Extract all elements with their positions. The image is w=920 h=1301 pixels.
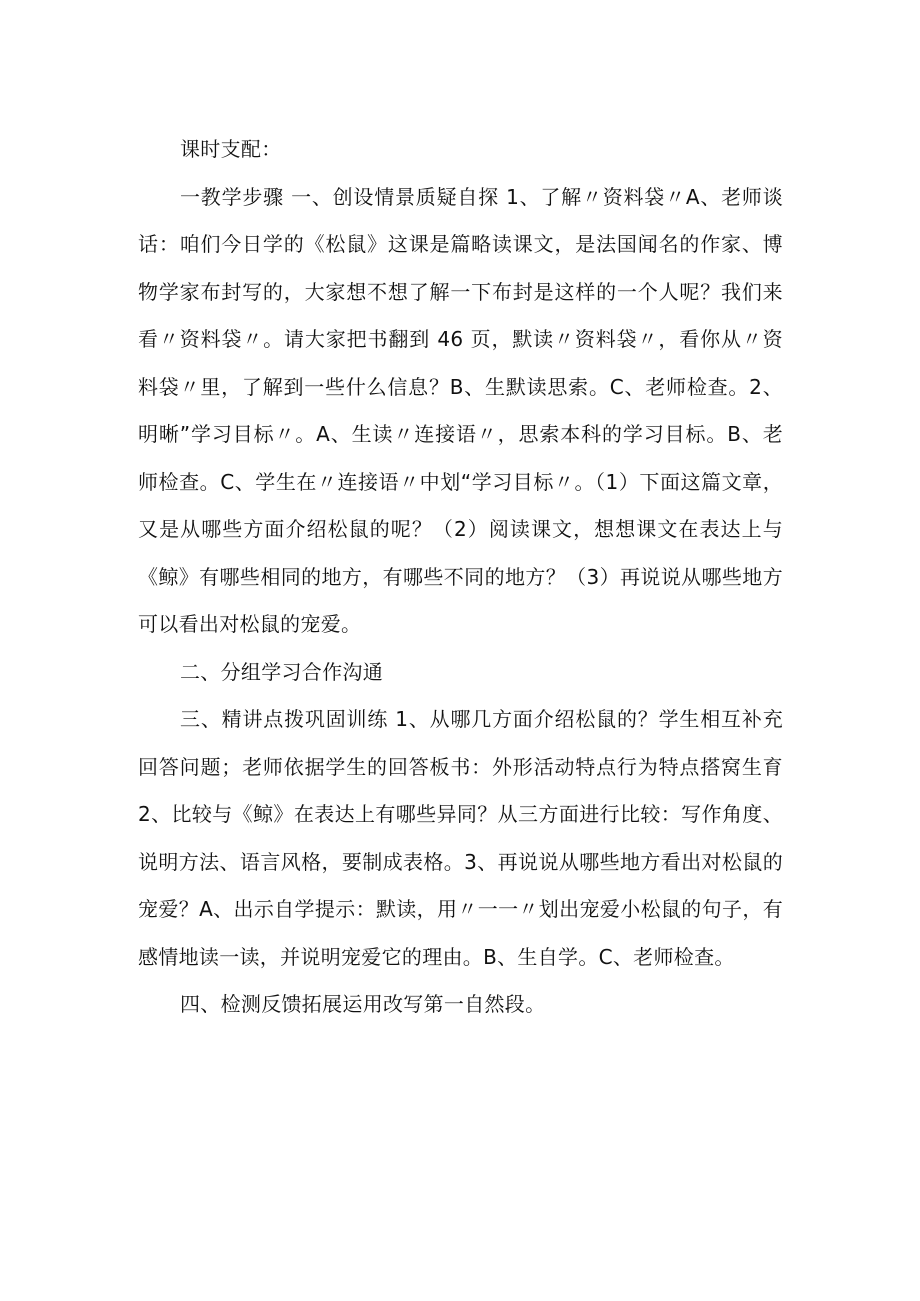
- document-page: [138, 126, 783, 1029]
- paragraph-schedule-heading: 课时支配：: [180, 137, 282, 161]
- paragraph-teaching-steps: 一教学步骤 一、创设情景质疑自探 1、了解〃资料袋〃A、老师谈话：咱们今日学的《松鼠》这课是篇略读课文，是法国闻名的作家、博物学家布封写的，大家想不想了解一下布封是这样的一个人呢？我们来看〃资料袋〃。请大家把书翻到 46 页，默读〃资料袋〃，看你从〃资料袋〃里，了解到一些什么信息？B、生默读思索。C、老师检查。2、明晰”学习目标〃。A、生读〃连接语〃，思索本科的学习目标。B、老师检查。C、学生在〃连接语〃中划“学习目标〃。（1）下面这篇文章，又是从哪些方面介绍松鼠的呢？（2）阅读课文，想想课文在表达上与《鲸》有哪些相同的地方，有哪些不同的地方？（3）再说说从哪些地方可以看出对松鼠的宠爱。: [138, 184, 783, 636]
- paragraph-key-points: 三、精讲点拨巩固训练 1、从哪几方面介绍松鼠的？学生相互补充回答问题；老师依据学生的回答板书：外形活动特点行为特点搭窝生育 2、比较与《鲸》在表达上有哪些异同？从三方面进行比较：写作角度、说明方法、语言风格，要制成表格。3、再说说从哪些地方看出对松鼠的宠爱？A、出示自学提示：默读，用〃一一〃划出宠爱小松鼠的句子，有感情地读一读，并说明宠爱它的理由。B、生自学。C、老师检查。: [138, 707, 783, 969]
- paragraph-group-study: 二、分组学习合作沟通: [180, 659, 383, 684]
- paragraph-feedback: 四、检测反馈拓展运用改写第一自然段。: [180, 992, 546, 1016]
